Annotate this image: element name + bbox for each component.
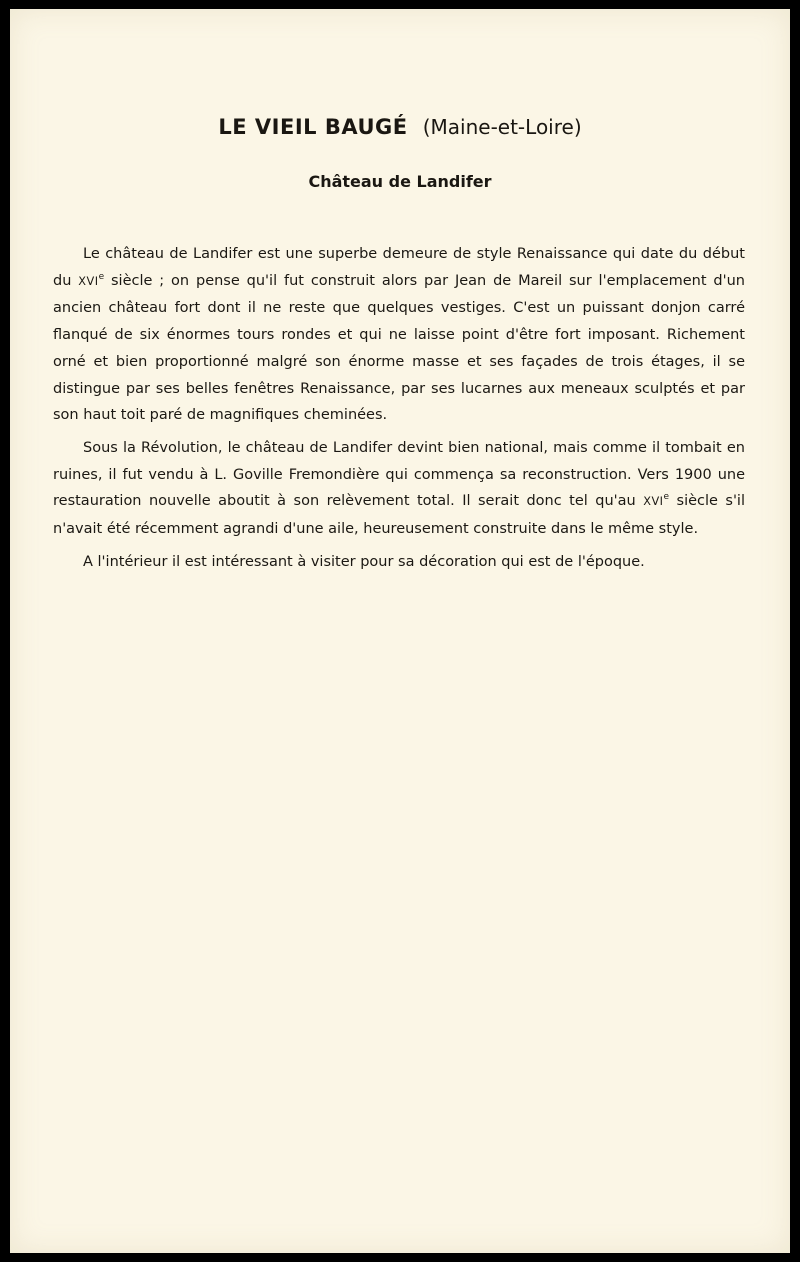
title-main: LE VIEIL BAUGÉ bbox=[218, 115, 408, 139]
paragraph-2-part-2: siècle s'il n'avait été récemment agrandi d'une aile, heureusement construite dans le même style. bbox=[53, 493, 745, 538]
century-numeral: XVI bbox=[643, 495, 664, 509]
paragraph-3: A l'intérieur il est intéressant à visiter pour sa décoration qui est de l'époque. bbox=[83, 553, 645, 570]
page-title bbox=[10, 104, 790, 142]
paragraph-2 bbox=[53, 435, 745, 549]
paragraph-1-part-1: Le château de Landifer est une superbe demeure de style Renaissance qui date du début du bbox=[53, 246, 745, 289]
century-numeral: XVI bbox=[78, 274, 99, 288]
subtitle: Château de Landifer bbox=[308, 172, 492, 191]
text-body bbox=[53, 241, 745, 581]
title-region: (Maine-et-Loire) bbox=[422, 115, 582, 139]
paragraph-1 bbox=[53, 241, 745, 435]
century-superscript: e bbox=[663, 492, 670, 503]
paragraph-1-part-2: siècle ; on pense qu'il fut construit alors par Jean de Mareil sur l'emplacement d'un ancien château fort dont il ne reste que quelques vestiges. C'est un puissant donjon carré flanqué de six énormes tours rondes et qui ne laisse point d'être fort imposant. Richement orné et bien proportionné malgré son énorme masse et ses façades de trois étages, il se distingue par ses belles fenêtres Renaissance, par ses lucarnes aux meneaux sculptés et par son haut toit paré de magnifiques cheminées. bbox=[53, 272, 745, 424]
postcard-back bbox=[10, 9, 790, 1253]
paragraph-2-part-1: Sous la Révolution, le château de Landifer devint bien national, mais comme il tombait en ruines, il fut vendu à L. Goville Fremondière qui commença sa reconstruction. Vers 1900 une restauration nouvelle aboutit à son relèvement total. Il serait donc tel qu'au bbox=[53, 439, 745, 510]
century-superscript: e bbox=[98, 271, 105, 282]
